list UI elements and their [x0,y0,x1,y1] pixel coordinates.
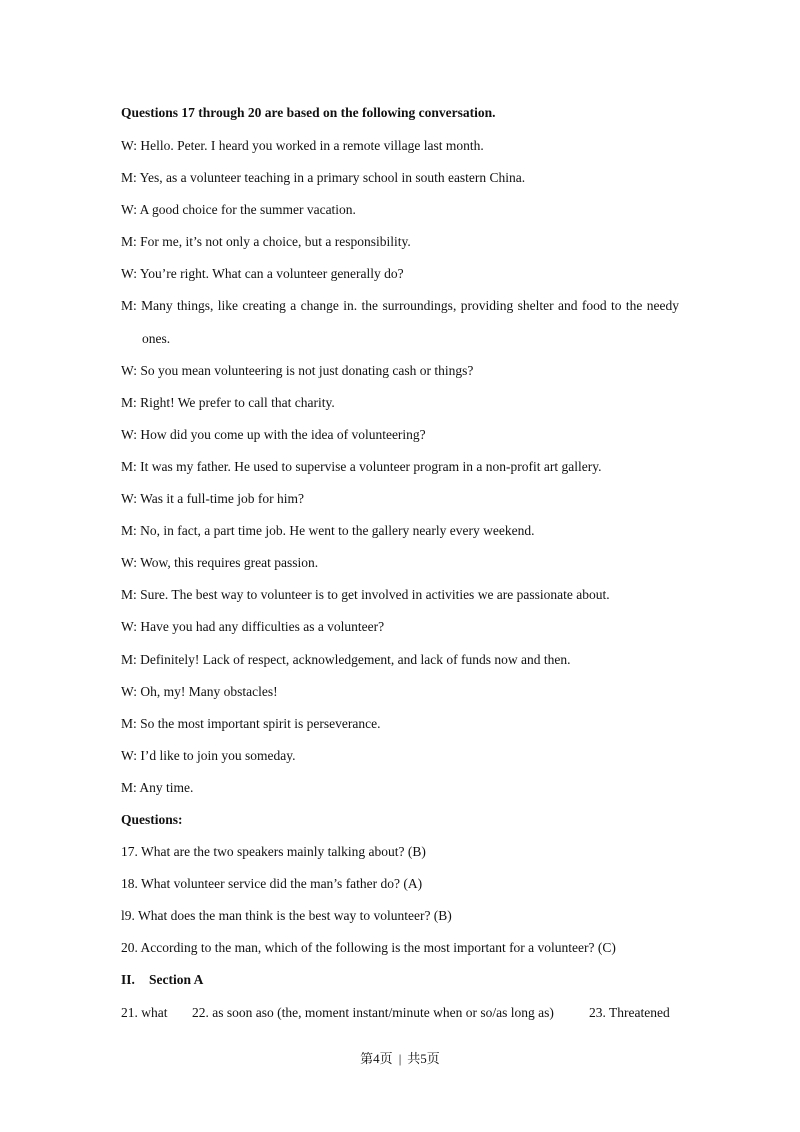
dialogue-line: W: Oh, my! Many obstacles! [121,683,278,699]
question-item: 18. What volunteer service did the man’s father do? (A) [121,876,423,892]
dialogue-line: W: Hello. Peter. I heard you worked in a remote village last month. [121,138,484,153]
conversation-heading: Questions 17 through 20 are based on the following conversation. [121,105,496,120]
dialogue-line: W: So you mean volunteering is not just donating cash or things? [121,362,474,378]
dialogue-line: M: So the most important spirit is perseverance. [121,715,381,731]
answer-item: 21. what [121,1004,168,1020]
dialogue-line: W: I’d like to join you someday. [121,747,296,763]
dialogue-line: W: How did you come up with the idea of volunteering? [121,426,426,442]
question-item: 17. What are the two speakers mainly talking about? (B) [121,844,426,860]
question-item: 20. According to the man, which of the following is the most important for a volunteer? (C) [121,940,616,956]
page-total: 共5页 [407,1051,440,1066]
questions-label: Questions: [121,811,183,827]
page-footer [0,1048,800,1067]
dialogue-line: M: Any time. [121,779,194,795]
footer-separator: | [398,1051,402,1066]
dialogue-line: M: No, in fact, a part time job. He went to the gallery nearly every weekend. [121,523,535,539]
dialogue-line: W: A good choice for the summer vacation. [121,202,356,218]
question-item: l9. What does the man think is the best way to volunteer? (B) [121,908,452,924]
answer-item: 22. as soon aso (the, moment instant/minute when or so/as long as) [192,1004,554,1020]
answer-item: 23. Threatened [589,1004,670,1020]
dialogue-line: M: Sure. The best way to volunteer is to get involved in activities we are passionate about. [121,587,610,603]
dialogue-line: M: Many things, like creating a change in. the surroundings, providing shelter and food to the needy ones. [121,298,679,346]
dialogue-line: M: It was my father. He used to supervise a volunteer program in a non-profit art gallery. [121,458,602,474]
answer-row [121,1004,679,1036]
dialogue-line: W: Wow, this requires great passion. [121,555,319,571]
page-number: 第4页 [360,1051,393,1066]
dialogue-line: W: Have you had any difficulties as a volunteer? [121,619,385,635]
content-lines [121,137,679,1036]
dialogue-line: M: Yes, as a volunteer teaching in a primary school in south eastern China. [121,170,526,186]
dialogue-line: M: For me, it’s not only a choice, but a responsibility. [121,234,411,250]
dialogue-line: W: Was it a full-time job for him? [121,491,304,507]
section-title: Section A [149,972,204,988]
section-heading [121,971,679,1003]
dialogue-line: M: Right! We prefer to call that charity. [121,394,335,410]
dialogue-line: W: You’re right. What can a volunteer generally do? [121,266,404,282]
section-number: II. [121,972,135,988]
dialogue-line: M: Definitely! Lack of respect, acknowledgement, and lack of funds now and then. [121,651,571,667]
